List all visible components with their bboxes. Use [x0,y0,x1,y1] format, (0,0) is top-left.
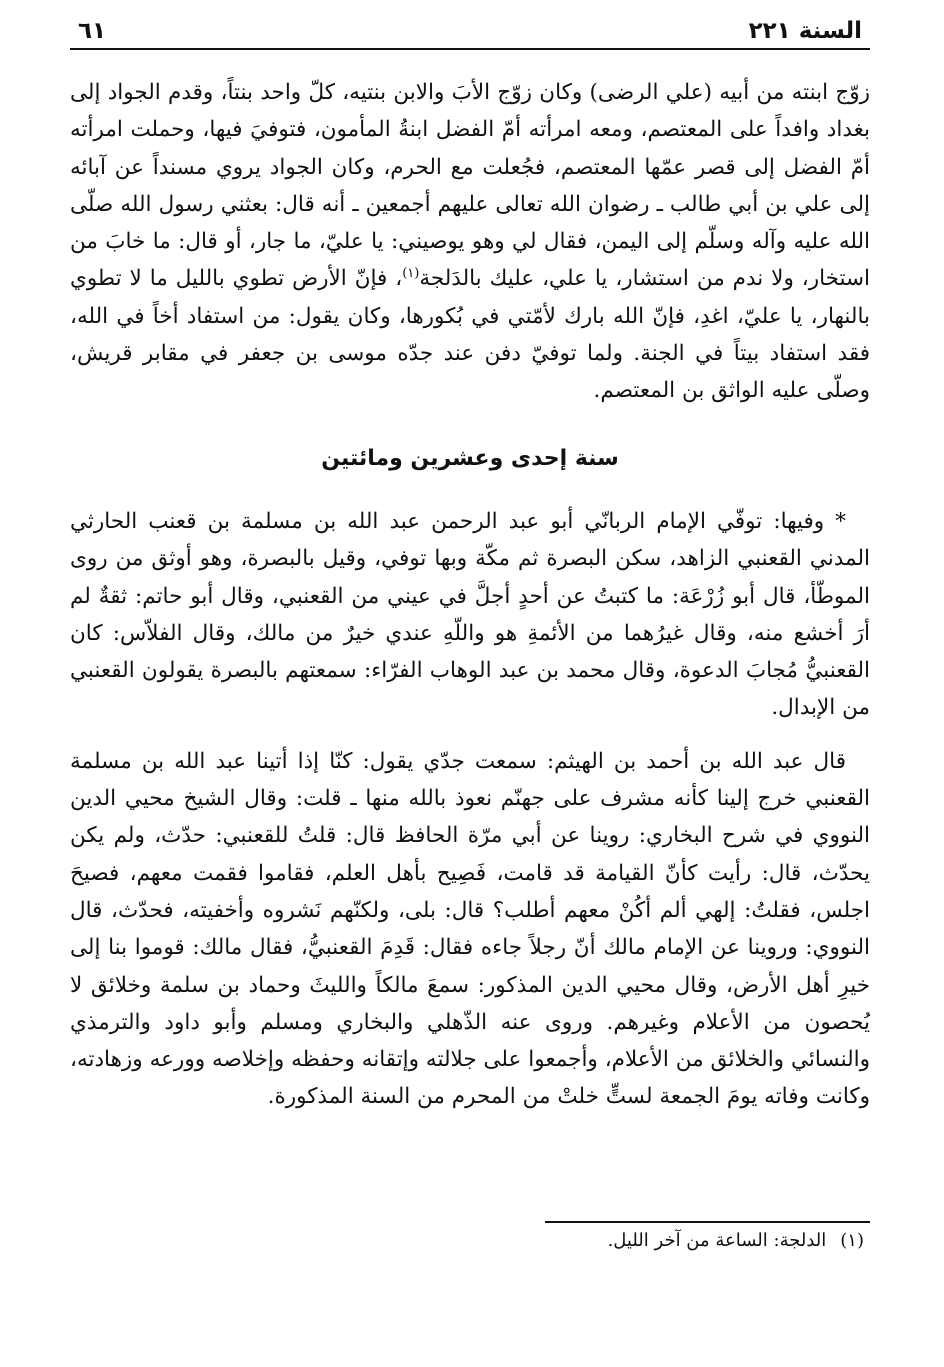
running-header [70,18,870,50]
paragraph-text: ، فإنّ الأرض تطوي بالليل ما لا تطوي بالنهار، يا عليّ، اغدِ، فإنّ الله بارك لأمّتي في بُكورها، وكان يقول: من استفاد أخاً في الله، فقد استفاد بيتاً في الجنة. ولما توفيّ دفن عند جدّه موسى بن جعفر في مقابر قريش، وصلّى عليه الواثق بن المعتصم. [70,266,870,404]
section-heading: سنة إحدى وعشرين ومائتين [321,445,619,471]
paragraph-continuation [70,74,870,410]
paragraph-entry: قال عبد الله بن أحمد بن الهيثم: سمعت جدّي يقول: كنّا إذا أتينا عبد الله بن مسلمة القعنبي خرج إلينا كأنه مشرف على جهنّم نعوذ بالله منها ـ قلت: وقال الشيخ محيي الدين النووي في شرح البخاري: روينا عن أبي مرّة الحافظ قال: قلتُ للقعنبي: حدّث، ولم يكن يحدّث، قال: رأيت كأنّ القيامة قد قامت، فَصِيح بأهل العلم، فقاموا فقمت معهم، فصيحَ اجلس، فقلتُ: إلهي ألم أكُنْ معهم أطلب؟ قال: بلى، ولكنّهم نَشروه وأخفيته، فحدّث، قال النووي: وروينا عن الإمام مالك أنّ رجلاً جاءه فقال: قَدِمَ القعنبيُّ، فقال مالك: قوموا بنا إلى خيرِ أهل الأرض، وقال محيي الدين المذكور: سمعَ مالكاً والليثَ وحماد بن سلمة وخلائق لا يُحصون من الأعلام وغيرهم. وروى عنه الذّهلي والبخاري ومسلم وأبو داود والترمذي والنسائي والخلائق من الأعلام، وأجمعوا على جلالته وإتقانه وحفظه وإخلاصه وورعه وزهادته، وكانت وفاته يومَ الجمعة لستٍّ خلتْ من المحرم من السنة المذكورة. [70,748,870,1110]
footnote-reference[interactable]: (١) [402,266,420,282]
footnote-text: الدلجة: الساعة من آخر الليل. [607,1230,827,1251]
book-page [70,18,870,1348]
running-title: السنة ٢٢١ [748,18,862,44]
footnote-marker: (١) [840,1230,864,1251]
page-number: ٦١ [78,18,107,44]
footnote-divider [545,1221,870,1223]
body-text [70,74,870,1116]
footnote [608,1230,864,1251]
paragraph-text: زوّج ابنته من أبيه (علي الرضى) وكان زوّج الأبَ والابن بنتيه، كلّ واحد بنتاً، وقدم الجواد إلى بغداد وافداً على المعتصم، ومعه امرأته أمّ الفضل ابنةُ المأمون، فتوفيَ فيها، وحملت امرأته أمّ الفضل إلى قصر عمّها المعتصم، فجُعلت مع الحرم، وكان الجواد يروي مسنداً عن آبائه إلى علي بن أبي طالب ـ رضوان الله تعالى عليهم أجمعين ـ أنه قال: بعثني رسول الله صلّى الله عليه وآله وسلّم إلى اليمن، فقال لي وهو يوصيني: يا عليّ، ما جار، أو قال: ما خابَ من استخار، ولا ندم من استشار، يا علي، عليك بالدَلجة [70,80,870,292]
paragraph-entry: * وفيها: توفّي الإمام الربانّي أبو عبد الرحمن عبد الله بن مسلمة بن قعنب الحارثي المدني القعنبي الزاهد، سكن البصرة ثم مكّة وبها توفي، وقيل بالبصرة، وهو أوثق من روى الموطّأ، قال أبو زُرْعَة: ما كتبتُ عن أحدٍ أجلَّ في عيني من القعنبي، وقال أبو حاتم: ثقةٌ لم أرَ أخشع منه، وقال غيرُهما من الأئمةِ هو واللّهِ عندي خيرٌ من مالك، وقال الفلاّس: كان القعنبيُّ مُجابَ الدعوة، وقال محمد بن عبد الوهاب الفرّاء: سمعتهم بالبصرة يقولون القعنبي من الإبدال. [70,508,870,721]
